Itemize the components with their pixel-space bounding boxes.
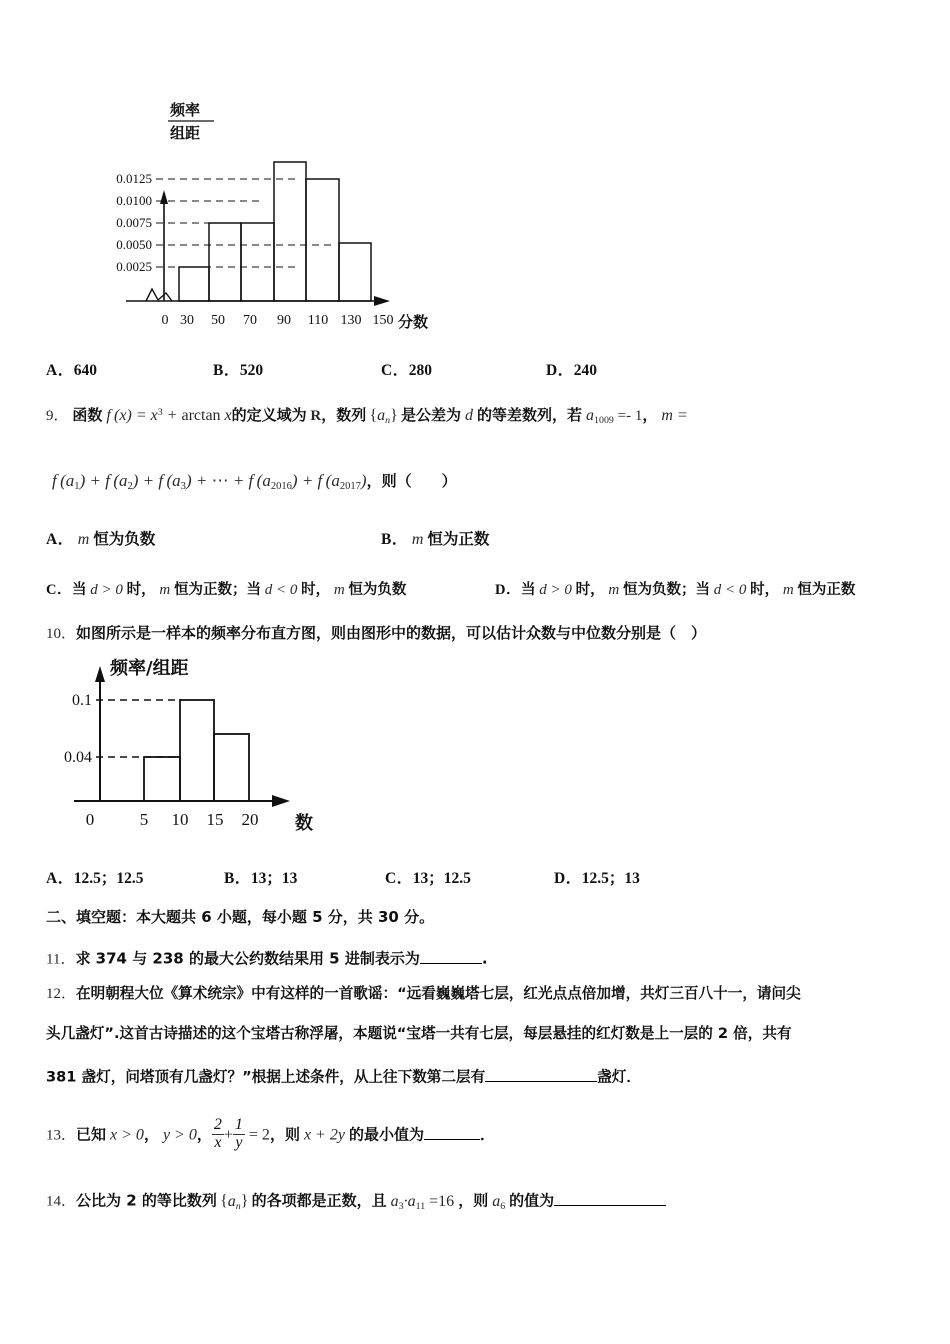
option-a[interactable] (46, 358, 97, 380)
q14-text-4: 的值为 (509, 1191, 555, 1210)
q13-fraction-1 (212, 1117, 224, 1152)
q9-option-a-label: A． (46, 531, 74, 548)
q11-text: 求 374 与 238 的最大公约数结果用 5 进制表示为 (75, 949, 420, 968)
q9-text-3: ，数列 (321, 406, 367, 425)
q9-option-c-then2: 时， (301, 582, 331, 598)
q13-comma1: ， (143, 1125, 159, 1144)
q12-line1 (46, 986, 801, 1002)
option-d-text: 240 (573, 362, 597, 379)
q11-line (46, 948, 488, 968)
q13-line: 13．已知 x > 0， y > 0， $\frac{2}{x}$ + $\frac{1}{y}$ = 2，则 x + 2y 的最小值为 ． (46, 1116, 495, 1151)
q9-stem-line2: f $(a_1) + f$ $(a_2) + f$ $(a_3)$ + ⋯ + f $(a_{2016}) + f$ $(a_{2017})$，则（ ） (52, 471, 457, 492)
q10-option-b-label: B． (224, 870, 251, 887)
q9-option-d-res2: 恒为正数 (797, 582, 856, 598)
bar-50-70 (209, 223, 241, 301)
q9-text-1: 函数 (72, 406, 103, 425)
axis-break-zigzag (146, 289, 172, 301)
q10-stem (46, 626, 706, 642)
xtick-label: 30 (180, 313, 194, 328)
q13-comma2: ， (196, 1125, 212, 1144)
ytick-label: 0.0075 (116, 215, 152, 230)
ytick-label: 0.1 (72, 692, 92, 709)
section-2-heading: 二、填空题：本大题共 6 小题，每小题 5 分，共 30 分。 (46, 908, 435, 926)
q9-text-6: ， (642, 406, 658, 425)
x-axis-arrow (272, 795, 290, 807)
q14-answer-blank[interactable] (554, 1190, 666, 1206)
q13-frac2-den: y (235, 1133, 243, 1151)
option-d-label: D． (546, 362, 574, 379)
q13-answer-blank[interactable] (424, 1124, 480, 1140)
q9-number: 9． (46, 408, 69, 425)
q10-option-a-label: A． (46, 870, 74, 887)
q11-tail: . (481, 949, 488, 968)
q14-text-1: 公比为 2 的等比数列 (76, 1191, 217, 1210)
q9-text-2: 的定义域为 (231, 406, 307, 425)
y-axis-arrow (160, 190, 168, 204)
bar-70-90 (241, 223, 274, 301)
option-c-label: C． (381, 362, 409, 379)
bar-30-50 (179, 267, 209, 301)
q10-option-a[interactable] (46, 866, 143, 888)
q9-option-c-res1: 恒为正数；当 (173, 582, 261, 598)
xtick-label: 0 (161, 313, 169, 328)
q10-option-a-text: 12.5；12.5 (73, 870, 144, 887)
x-axis-title: 数 (295, 813, 313, 834)
q9-text-4: 是公差为 (401, 406, 462, 425)
q12-text-line3a: 381 盏灯，问塔顶有几盏灯？”根据上述条件，从上往下数第二层有 (46, 1068, 486, 1086)
q9-option-c-then: 时， (126, 582, 156, 598)
q10-text: 如图所示是一样本的频率分布直方图，则由图形中的数据，可以估计众数与中位数分别是（ ） (76, 624, 707, 642)
q9-text-5: 的等差数列，若 (477, 406, 583, 425)
y-axis-arrow (95, 666, 105, 682)
q10-option-d-label: D． (554, 870, 582, 887)
q10-option-d[interactable] (554, 866, 640, 888)
q10-option-c-text: 13；12.5 (412, 870, 471, 887)
q14-number: 14． (46, 1193, 77, 1210)
xtick-label: 110 (307, 313, 329, 328)
q9-option-d[interactable]: D．当 d > 0 时， m 恒为负数；当 d < 0 时， m 恒为正数 (495, 582, 856, 598)
bar-15-20 (214, 734, 249, 801)
x-axis-title: 分数 (398, 313, 429, 331)
option-c[interactable] (381, 358, 432, 380)
option-b-text: 520 (239, 362, 264, 379)
option-a-label: A． (46, 362, 74, 379)
q13-plus: + (223, 1126, 233, 1144)
q9-formula-tail: ，则（ ） (366, 472, 457, 490)
option-a-text: 640 (73, 362, 97, 379)
q14-text-2: 的各项都是正数，且 (251, 1191, 387, 1210)
xtick-label: 15 (206, 810, 224, 829)
q10-option-d-text: 12.5；13 (581, 870, 640, 887)
bar-90-110 (274, 162, 306, 301)
option-c-text: 280 (408, 362, 432, 379)
q14-line: 14．公比为 2 的等比数列 $\{a_n\}$ 的各项都是正数，且 $a_3\cdot a_{11} =16$ ，则 $a_6$ 的值为 (46, 1190, 666, 1211)
y-axis-title: 频率/组距 (110, 658, 189, 679)
xtick-label: 20 (241, 810, 259, 829)
ytick-label: 0.0125 (116, 171, 152, 186)
q11-number: 11． (46, 951, 76, 968)
xtick-label: 0 (85, 810, 95, 829)
q9-option-c-res2: 恒为负数 (348, 582, 407, 598)
bar-130-150 (339, 243, 371, 301)
q12-line2 (46, 1026, 792, 1042)
ytick-label: 0.04 (64, 749, 92, 766)
q10-option-b-text: 13；13 (250, 870, 298, 887)
bar-10-15 (180, 700, 214, 801)
q12-text-line3b: 盏灯． (597, 1068, 641, 1086)
q13-equals: = 2 (248, 1126, 270, 1144)
y-axis-title-bottom: 组距 (170, 124, 201, 142)
ytick-label: 0.0050 (116, 237, 152, 252)
xtick-label: 130 (340, 313, 362, 328)
q13-frac1-num: 2 (213, 1116, 222, 1133)
q9-option-c[interactable]: C．当 d > 0 时， m 恒为正数；当 d < 0 时， m 恒为负数 (46, 582, 407, 598)
q9-option-d-res1: 恒为负数；当 (622, 582, 710, 598)
q9-stem-line1: 9． 函数 f $(x) = x^3 + \arctan x$的定义域为 R，数列 $\{a_n\}$ 是公差为 d 的等差数列，若 $a_{1009} =- 1$， m = (46, 406, 688, 426)
xtick-label: 10 (171, 810, 189, 829)
q13-tail-b: ． (479, 1125, 495, 1144)
histogram-sample-svg (52, 652, 352, 847)
q9-option-d-label: D． (495, 582, 521, 598)
q12-line3 (46, 1066, 641, 1085)
q9-option-d-then: 时， (575, 582, 605, 598)
option-b[interactable] (213, 358, 263, 380)
q9-option-b[interactable]: B． m 恒为正数 (381, 530, 490, 548)
q9-option-c-when: 当 (71, 582, 87, 598)
option-d[interactable] (546, 358, 597, 380)
q10-option-b[interactable] (224, 866, 297, 888)
histogram-sample-figure (52, 652, 352, 847)
q14-text-3: ，则 (458, 1191, 489, 1210)
q12-answer-blank[interactable] (485, 1066, 597, 1082)
y-axis-title-top: 频率 (170, 101, 201, 119)
x-axis-arrow (374, 296, 390, 306)
q13-frac2-num: 1 (234, 1116, 243, 1133)
q9-option-a[interactable]: A． m 恒为负数 (46, 530, 156, 548)
ytick-label: 0.0025 (116, 259, 152, 274)
xtick-label: 70 (243, 313, 257, 328)
q10-option-c[interactable] (385, 866, 471, 888)
xtick-label: 50 (211, 313, 225, 328)
q9-option-d-then2: 时， (750, 582, 780, 598)
q13-number: 13． (46, 1127, 77, 1144)
histogram-scores-figure (46, 86, 446, 354)
ytick-label: 0.0100 (116, 193, 152, 208)
histogram-scores-svg (46, 86, 446, 354)
q13-frac1-den: x (214, 1133, 222, 1151)
q13-known: 已知 (76, 1125, 107, 1144)
q10-number: 10． (46, 626, 77, 642)
q9-option-d-when: 当 (520, 582, 536, 598)
q9-option-b-label: B． (381, 531, 408, 548)
xtick-label: 5 (139, 810, 149, 829)
q9-option-a-text: 恒为负数 (93, 530, 156, 548)
q9-option-c-label: C． (46, 582, 72, 598)
q13-tail-a: 的最小值为 (348, 1125, 424, 1144)
q13-comma3: ，则 (269, 1125, 300, 1144)
q10-option-c-label: C． (385, 870, 413, 887)
q9-eq: =- 1 (617, 408, 643, 425)
xtick-label: 90 (277, 313, 291, 328)
q12-text-line1: 在明朝程大位《算术统宗》中有这样的一首歌谣：“远看巍巍塔七层，红光点点倍加增，共灯三百八十一，请问尖 (76, 985, 801, 1002)
bar-5-10 (144, 757, 180, 801)
bar-110-130 (306, 179, 339, 301)
xtick-label: 150 (372, 313, 394, 328)
q9-option-b-text: 恒为正数 (427, 530, 490, 548)
q11-answer-blank[interactable] (420, 948, 482, 964)
q12-text-line2: 头几盏灯”.这首古诗描述的这个宝塔古称浮屠，本题说“宝塔一共有七层，每层悬挂的红灯数是上一层的 2 倍，共有 (46, 1025, 792, 1042)
q12-number: 12． (46, 986, 77, 1002)
option-b-label: B． (213, 362, 240, 379)
q13-fraction-2 (233, 1117, 245, 1152)
